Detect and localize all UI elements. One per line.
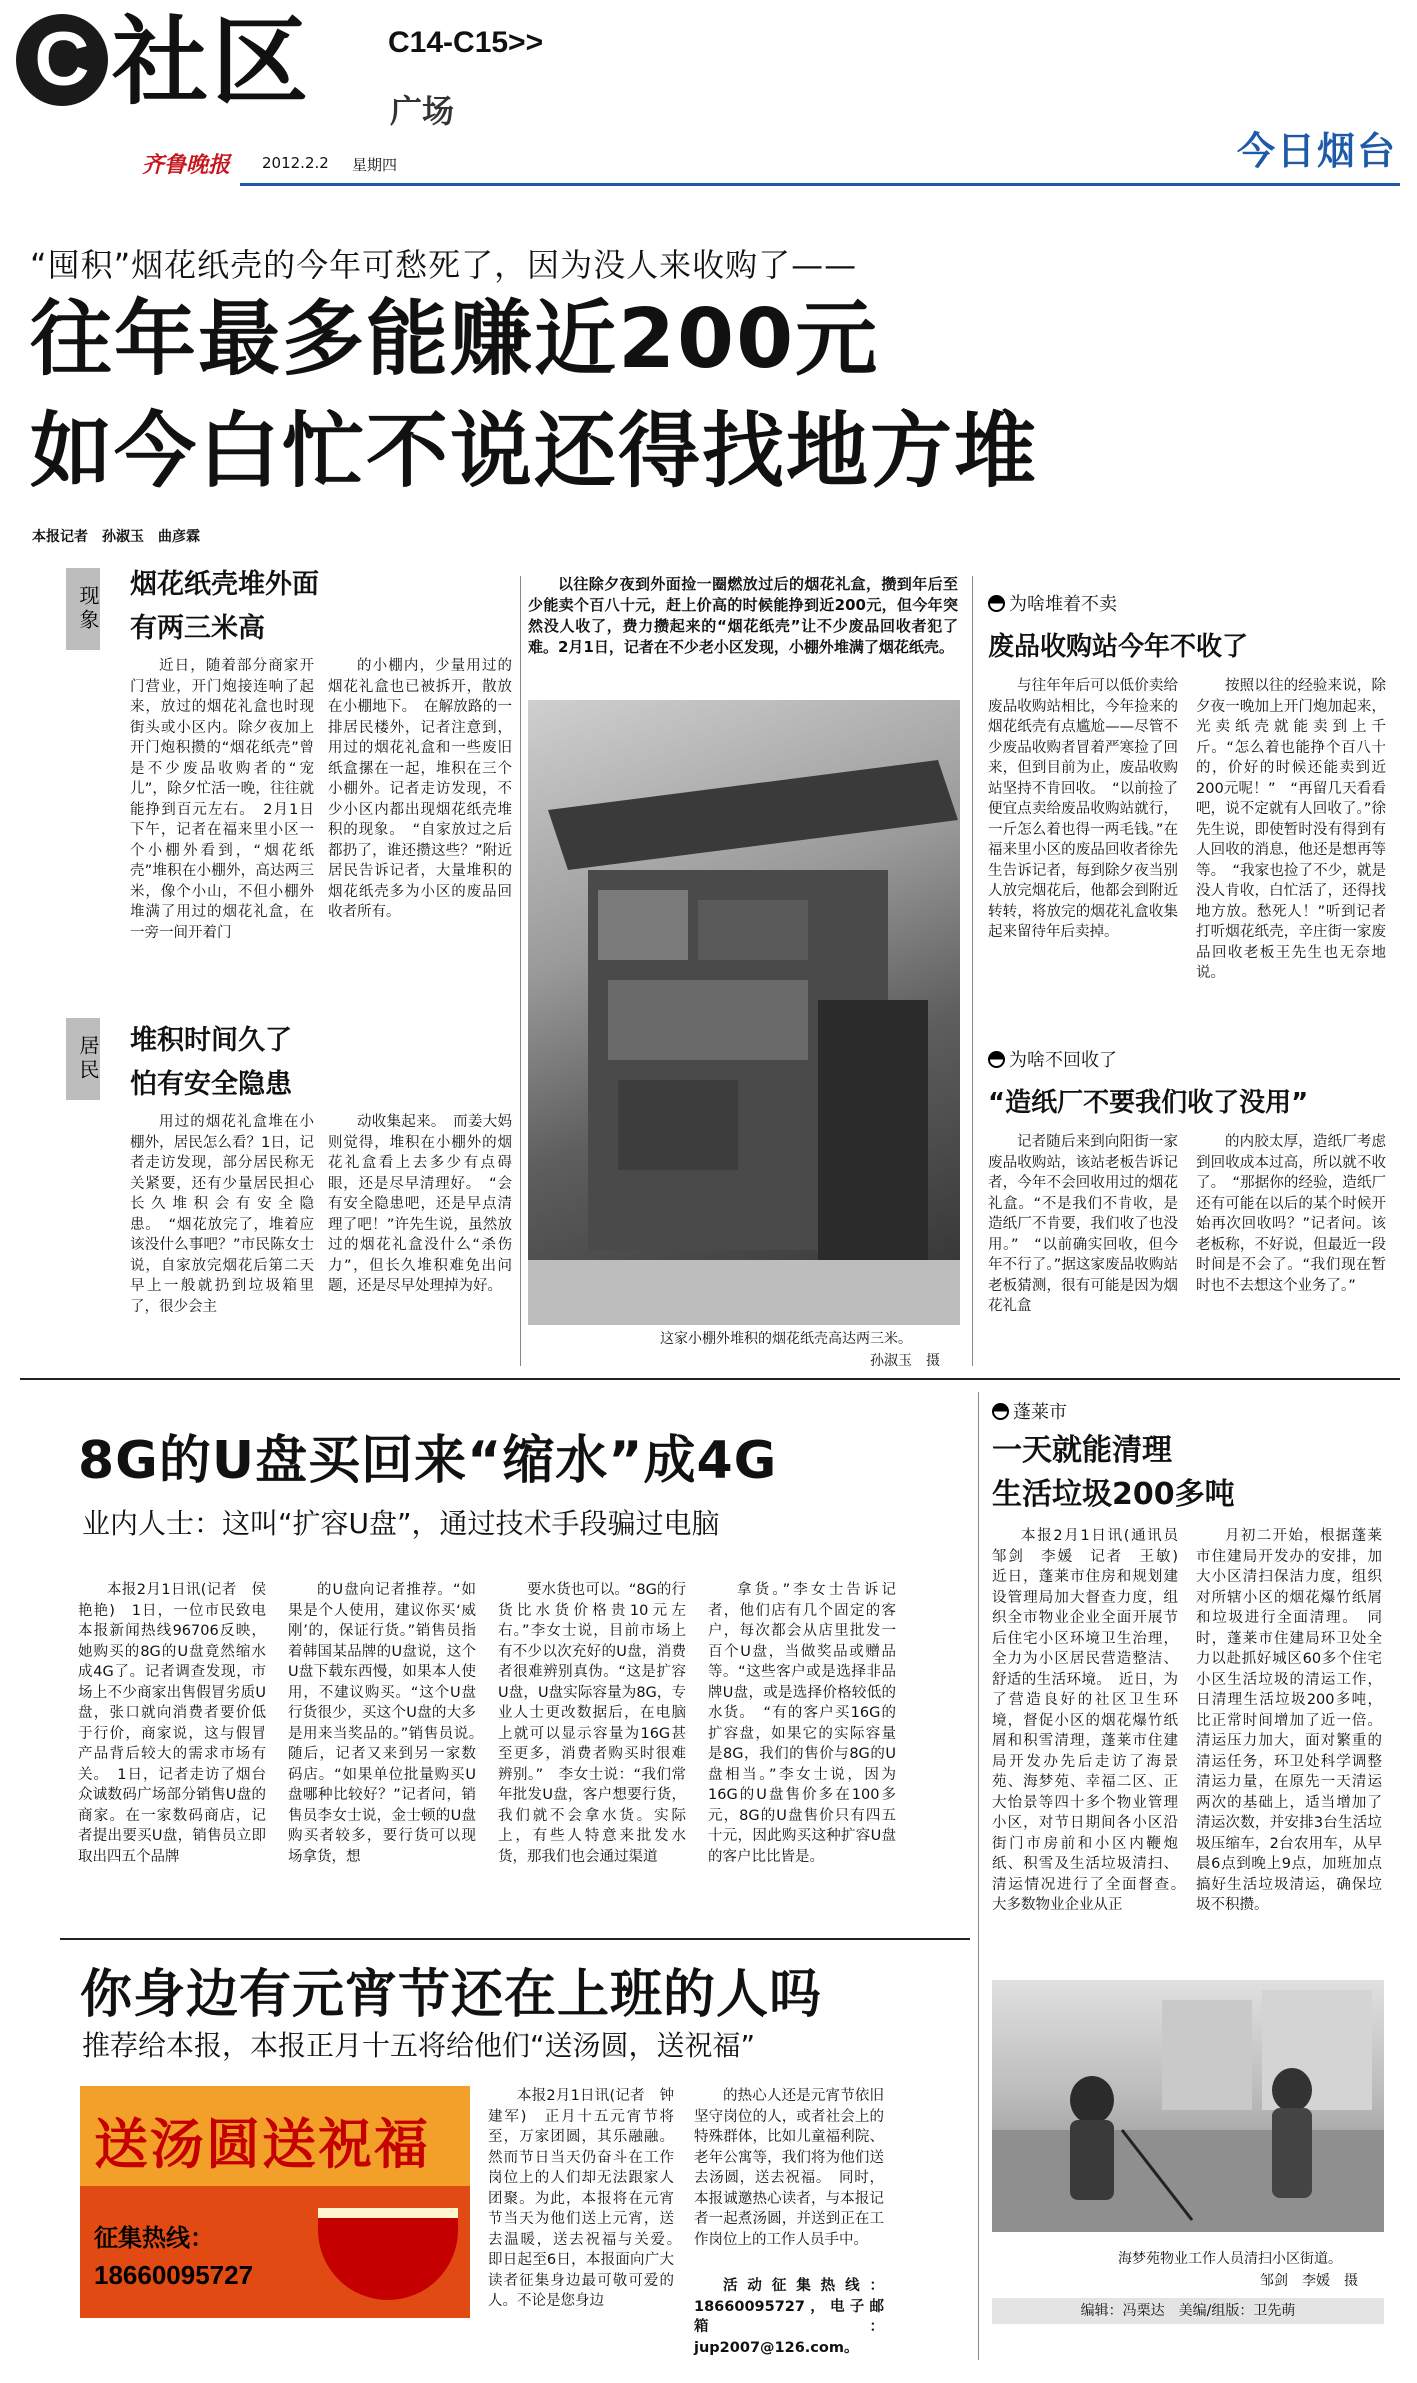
- masthead: [0, 0, 1417, 190]
- issue-weekday: 星期四: [352, 156, 398, 174]
- section1-col2-text: 的小棚内，少量用过的烟花礼盒也已被拆开，散放在小棚地下。 在解放路的一排居民楼外，记者注意到，用过的烟花礼盒和一些废旧纸盒摞在一起，堆积在三个小棚外。记者走访发现，不少小区内都出现烟花纸壳堆积的现象。 “自家放过之后都扔了，谁还攒这些？”附近居民告诉记者，大量堆积的烟花纸壳多为小区的废品回收者所有。: [328, 658, 512, 920]
- lead-headline-line2: 如今白忙不说还得找地方堆: [30, 404, 1039, 499]
- usb-bottom-rule: [60, 1938, 970, 1940]
- section3-kicker: [988, 590, 1117, 616]
- section3-col2-text: 按照以往的经验来说，除夕夜一晚加上开门炮加起来，光卖纸壳就能卖到上千斤。“怎么着也能挣个百八十的，价好的时候还能卖到近200元呢！” “再留几天看看吧，说不定就有人回收了。”徐先生说，即使暂时没有得到有人回收的消息，他还是想再等等。 “我家也捡了不少，就是没人肯收，白忙活了，还得找地方放。愁死人！”听到记者打听烟花纸壳，辛庄街一家废品回收老板王先生也无奈地说。: [1196, 678, 1386, 981]
- penglai-col2-text: 月初二开始，根据蓬莱市住建局开发办的安排，加大小区清扫保洁力度，组织对所辖小区的烟花爆竹纸屑和垃圾进行全面清理。 同时，蓬莱市住建局环卫处全力以赴抓好城区60多个住宅小区生活垃圾的清运工作，日清理生活垃圾200多吨，比正常时间增加了近一倍。清运压力加大，面对繁重的清运任务，环卫处科学调整清运力量，在原先一天清运两次的基础上，适当增加了清运次数，并安排3台生活垃圾压缩车，2台农用车，从早晨6点到晚上9点，加班加点搞好生活垃圾清运，确保垃圾不积攒。: [1196, 1528, 1382, 1913]
- banner-text: 送汤圆送祝福: [94, 2112, 430, 2176]
- section4-kicker-text: 为啥不回收了: [1009, 1050, 1117, 1071]
- penglai-headline-line2: 生活垃圾200多吨: [992, 1477, 1235, 1512]
- lantern-col2-text: 的热心人还是元宵节依旧坚守岗位的人，或者社会上的特殊群体，比如儿童福利院、老年公寓等，我们将为他们送去汤圆，送去祝福。 同时，本报诚邀热心读者，与本报记者一起煮汤圆，并送到正在工作岗位上的工作人员手中。: [694, 2088, 884, 2248]
- section2-col1: [130, 1112, 314, 1372]
- lantern-contact: [694, 2276, 884, 2358]
- section4-col1-text: 记者随后来到向阳街一家废品收购站，该站老板告诉记者，今年不会回收用过的烟花礼盒。“不是我们不肯收，是造纸厂不肯要，我们收了也没用。” “以前确实回收，但今年不行了。”据这家废品收购站老板猜测，很有可能是因为烟花礼盒: [988, 1134, 1178, 1314]
- fireworks-boxes-illustration: [528, 700, 960, 1325]
- lead-left-divider: [520, 576, 521, 1366]
- section-logo-circle: [16, 14, 108, 106]
- lead-headline-line1: 往年最多能赚近200元: [30, 292, 880, 387]
- section4-col2-text: 的内胶太厚，造纸厂考虑到回收成本过高，所以就不收了。 “那据你的经验，造纸厂还有可能在以后的某个时候开始再次回收吗？”记者问。该老板称，不好说，但最近一段时间是不会了。“我们现在暂时也不去想这个业务了。”: [1196, 1134, 1386, 1294]
- penglai-kicker: [992, 1398, 1067, 1424]
- logo-letter: C: [34, 17, 90, 102]
- editor-credits-text: 编辑：冯栗达 美编/组版：卫先萌: [1080, 2303, 1296, 2319]
- penglai-photo-credit: 邹剑 李媛 摄: [1260, 2273, 1358, 2289]
- photo-credit: 孙淑玉 摄: [870, 1353, 940, 1369]
- tag-phenomenon: 现象: [66, 568, 100, 650]
- tag-residents: 居民: [66, 1018, 100, 1100]
- subsection-title: 广场: [390, 92, 455, 130]
- section3-heading: 废品收购站今年不收了: [988, 632, 1249, 662]
- usb-col4-text: 拿货。”李女士告诉记者，他们店有几个固定的客户，每次都会从店里批发一百个U盘，当做奖品或赠品等。“这些客户或是选择非品牌U盘，或是选择价格较低的水货。 “有的客户买16G的扩容盘，如果它的实际容量是8G，我们的售价与8G的U盘相当。”李女士说，因为16G的U盘售价多在100多元，8G的U盘售价只有四五十元，因此购买这种扩容U盘的客户比比皆是。: [708, 1582, 896, 1865]
- page-numbers: C14-C15>>: [388, 26, 544, 59]
- usb-col1: [78, 1580, 266, 1930]
- paper-name: 齐鲁晚报: [142, 152, 231, 178]
- issue-date: 2012.2.2: [262, 154, 329, 172]
- penglai-col1-text: 本报2月1日讯(通讯员 邹剑 李媛 记者 王敏) 近日，蓬莱市住房和规划建设管理局加大督查力度，组织全市物业企业全面开展节后住宅小区环境卫生治理，全力为小区居民营造整洁、舒适的生活环境。 近日，为了营造良好的社区卫生环境，督促小区的烟花爆竹纸屑和积雪清理，蓬莱市住建局开发办先后走访了海景苑、海梦苑、幸福二区、正大怡景等四十多个物业管理小区，对节日期间各小区沿街门市房前和小区内鞭炮纸、积雪及生活垃圾清扫、清运情况进行了全面督查。 大多数物业企业从正: [992, 1528, 1193, 1913]
- section4-col2: [1196, 1132, 1386, 1372]
- section4-kicker: [988, 1046, 1117, 1072]
- usb-subheadline: 业内人士：这叫“扩容U盘”，通过技术手段骗过电脑: [82, 1507, 720, 1540]
- section1-heading-line2: 有两三米高: [130, 613, 265, 644]
- lead-kicker: “囤积”烟花纸壳的今年可愁死了，因为没人来收购了——: [30, 246, 858, 284]
- usb-col4: [708, 1580, 896, 1930]
- penglai-col2: [1196, 1526, 1382, 1966]
- edition-label: 今日烟台: [1236, 129, 1397, 173]
- section-title: 社区: [112, 6, 312, 118]
- penglai-photo-caption: 海梦苑物业工作人员清扫小区街道。: [1118, 2251, 1342, 2267]
- section1-col2: [328, 656, 512, 1016]
- lantern-headline: 你身边有元宵节还在上班的人吗: [80, 1965, 823, 2025]
- lead-right-divider: [972, 576, 973, 1366]
- street-cleaning-illustration: [992, 1980, 1384, 2232]
- lantern-banner: [80, 2086, 470, 2318]
- section2-col2: [328, 1112, 512, 1372]
- section2-heading-line1: 堆积时间久了: [130, 1025, 292, 1056]
- usb-col2-text: 的U盘向记者推荐。“如果是个人使用，建议你买‘威刚’的，保证行货。”销售员指着韩国某品牌的U盘说，这个U盘下载东西慢，如果本人使用，不建议购买。“这个U盘行货很少，买这个U盘的大多是用来当奖品的。”销售员说。 随后，记者又来到另一家数码店。“如果单位批量购买U盘哪种比较好？”记者问，销售员李女士说，金士顿的U盘购买者较多，要行货可以现场拿货，想: [288, 1582, 491, 1865]
- penglai-headline-line1: 一天就能清理: [992, 1433, 1172, 1468]
- section2-col2-text: 动收集起来。 而姜大妈则觉得，堆积在小棚外的烟花礼盒看上去多少有点碍眼，还是尽早清理好。 “会有安全隐患吧，还是早点清理了吧！”许先生说，虽然放过的烟花礼盒没什么“杀伤力”，但长久堆积难免出问题，还是尽早处理掉为好。: [328, 1114, 512, 1294]
- fireworks-boxes-photo: [528, 700, 960, 1325]
- section3-col2: [1196, 676, 1386, 1038]
- usb-col2: [288, 1580, 491, 1930]
- kicker-icon: [988, 1051, 1005, 1068]
- photo-caption: 这家小棚外堆积的烟花纸壳高达两三米。: [660, 1331, 912, 1347]
- editor-credits: [992, 2298, 1384, 2324]
- lead-bottom-rule: [20, 1378, 1400, 1380]
- section3-col1: [988, 676, 1178, 1038]
- penglai-kicker-text: 蓬莱市: [1013, 1402, 1067, 1423]
- photo-intro: [528, 574, 958, 694]
- photo-intro-text: 以往除夕夜到外面捡一圈燃放过后的烟花礼盒，攒到年后至少能卖个百八十元，赶上价高的时候能挣到近200元，但今年突然没人收了，费力攒起来的“烟花纸壳”让不少废品回收者犯了难。2月1日，记者在不少老小区发现，小棚外堆满了烟花纸壳。: [528, 575, 958, 656]
- section1-col1: [130, 656, 314, 1016]
- hotline-number: 18660095727: [94, 2260, 254, 2290]
- lantern-col1-text: 本报2月1日讯(记者 钟建军) 正月十五元宵节将至，万家团圆，其乐融融。然而节日当天仍奋斗在工作岗位上的人们却无法跟家人团聚。为此，本报将在元宵节当天为他们送上元宵，送去温暖，送去祝福与关爱。 即日起至6日，本报面向广大读者征集身边最可敬可爱的人。不论是您身边: [488, 2088, 689, 2309]
- kicker-icon: [988, 595, 1005, 612]
- usb-col3-text: 要水货也可以。“8G的行货比水货价格贵10元左右。”李女士说，目前市场上有不少以次充好的U盘，消费者很难辨别真伪。“这是扩容U盘，U盘实际容量为8G，专业人士更改数据后，在电脑上就可以显示容量为16G甚至更多，消费者购买时很难辨别。” 李女士说：“我们常年批发U盘，客户想要行货，我们就不会拿水货。实际上，有些人特意来批发水货，那我们也会通过渠道: [498, 1582, 686, 1865]
- section2-heading-line2: 怕有安全隐患: [130, 1069, 292, 1100]
- section4-heading: “造纸厂不要我们收了没用”: [988, 1088, 1309, 1118]
- section1-col1-text: 近日，随着部分商家开门营业，开门炮接连响了起来，放过的烟花礼盒也时现街头或小区内。除夕夜加上开门炮积攒的“烟花纸壳”曾是不少废品收购者的“宠儿”，除夕忙活一晚，往往就能挣到百元左右。 2月1日下午，记者在福来里小区一个小棚外看到，“烟花纸壳”堆积在小棚外，高达两三米，像个小山，不但小棚外堆满了用过的烟花礼盒，在一旁一间开着门: [130, 658, 314, 941]
- lantern-contact-text: 活动征集热线：18660095727，电子邮箱：jup2007@126.com。: [694, 2278, 884, 2356]
- hotline-label: 征集热线：: [94, 2224, 214, 2252]
- kicker-icon: [992, 1403, 1009, 1420]
- tangyuan-bowl-icon: [318, 2208, 458, 2300]
- section4-col1: [988, 1132, 1178, 1372]
- lead-byline: 本报记者 孙淑玉 曲彦霖: [32, 529, 200, 545]
- lantern-col2: [694, 2086, 884, 2274]
- usb-col3: [498, 1580, 686, 1930]
- lantern-col1: [488, 2086, 689, 2358]
- section3-col1-text: 与往年年后可以低价卖给废品收购站相比，今年捡来的烟花纸壳有点尴尬——尽管不少废品收购者冒着严寒捡了回来，但到目前为止，废品收购站坚持不肯回收。 “以前捡了便宜点卖给废品收购站就行，一斤怎么着也得一两毛钱。”在福来里小区的废品回收者徐先生告诉记者，每到除夕夜当别人放完烟花后，他都会到附近转转，将放完的烟花礼盒收集起来留待年后卖掉。: [988, 678, 1178, 940]
- usb-col1-text: 本报2月1日讯(记者 侯艳艳) 1日，一位市民致电本报新闻热线96706反映，她购买的8G的U盘竟然缩水成4G了。记者调查发现，市场上不少商家出售假冒劣质U盘，张口就向消费者要价低于行价，商家说，这与假冒产品背后较大的需求市场有关。 1日，记者走访了烟台众诚数码广场部分销售U盘的商家。在一家数码商店，记者提出要买U盘，销售员立即取出四五个品牌: [78, 1582, 266, 1865]
- street-cleaning-photo: [992, 1980, 1384, 2232]
- masthead-rule: [240, 183, 1400, 186]
- lantern-subheadline: 推荐给本报，本报正月十五将给他们“送汤圆，送祝福”: [82, 2029, 756, 2062]
- section2-col1-text: 用过的烟花礼盒堆在小棚外，居民怎么看？1日，记者走访发现，部分居民称无关紧要，还有少量居民担心长久堆积会有安全隐患。 “烟花放完了，堆着应该没什么事吧？”市民陈女士说，自家放完烟花后第二天早上一般就扔到垃圾箱里了，很少会主: [130, 1114, 314, 1315]
- penglai-col1: [992, 1526, 1193, 1966]
- section1-heading-line1: 烟花纸壳堆外面: [130, 569, 319, 600]
- usb-headline: 8G的U盘买回来“缩水”成4G: [78, 1431, 778, 1491]
- penglai-left-border: [978, 1392, 979, 2360]
- section3-kicker-text: 为啥堆着不卖: [1009, 594, 1117, 615]
